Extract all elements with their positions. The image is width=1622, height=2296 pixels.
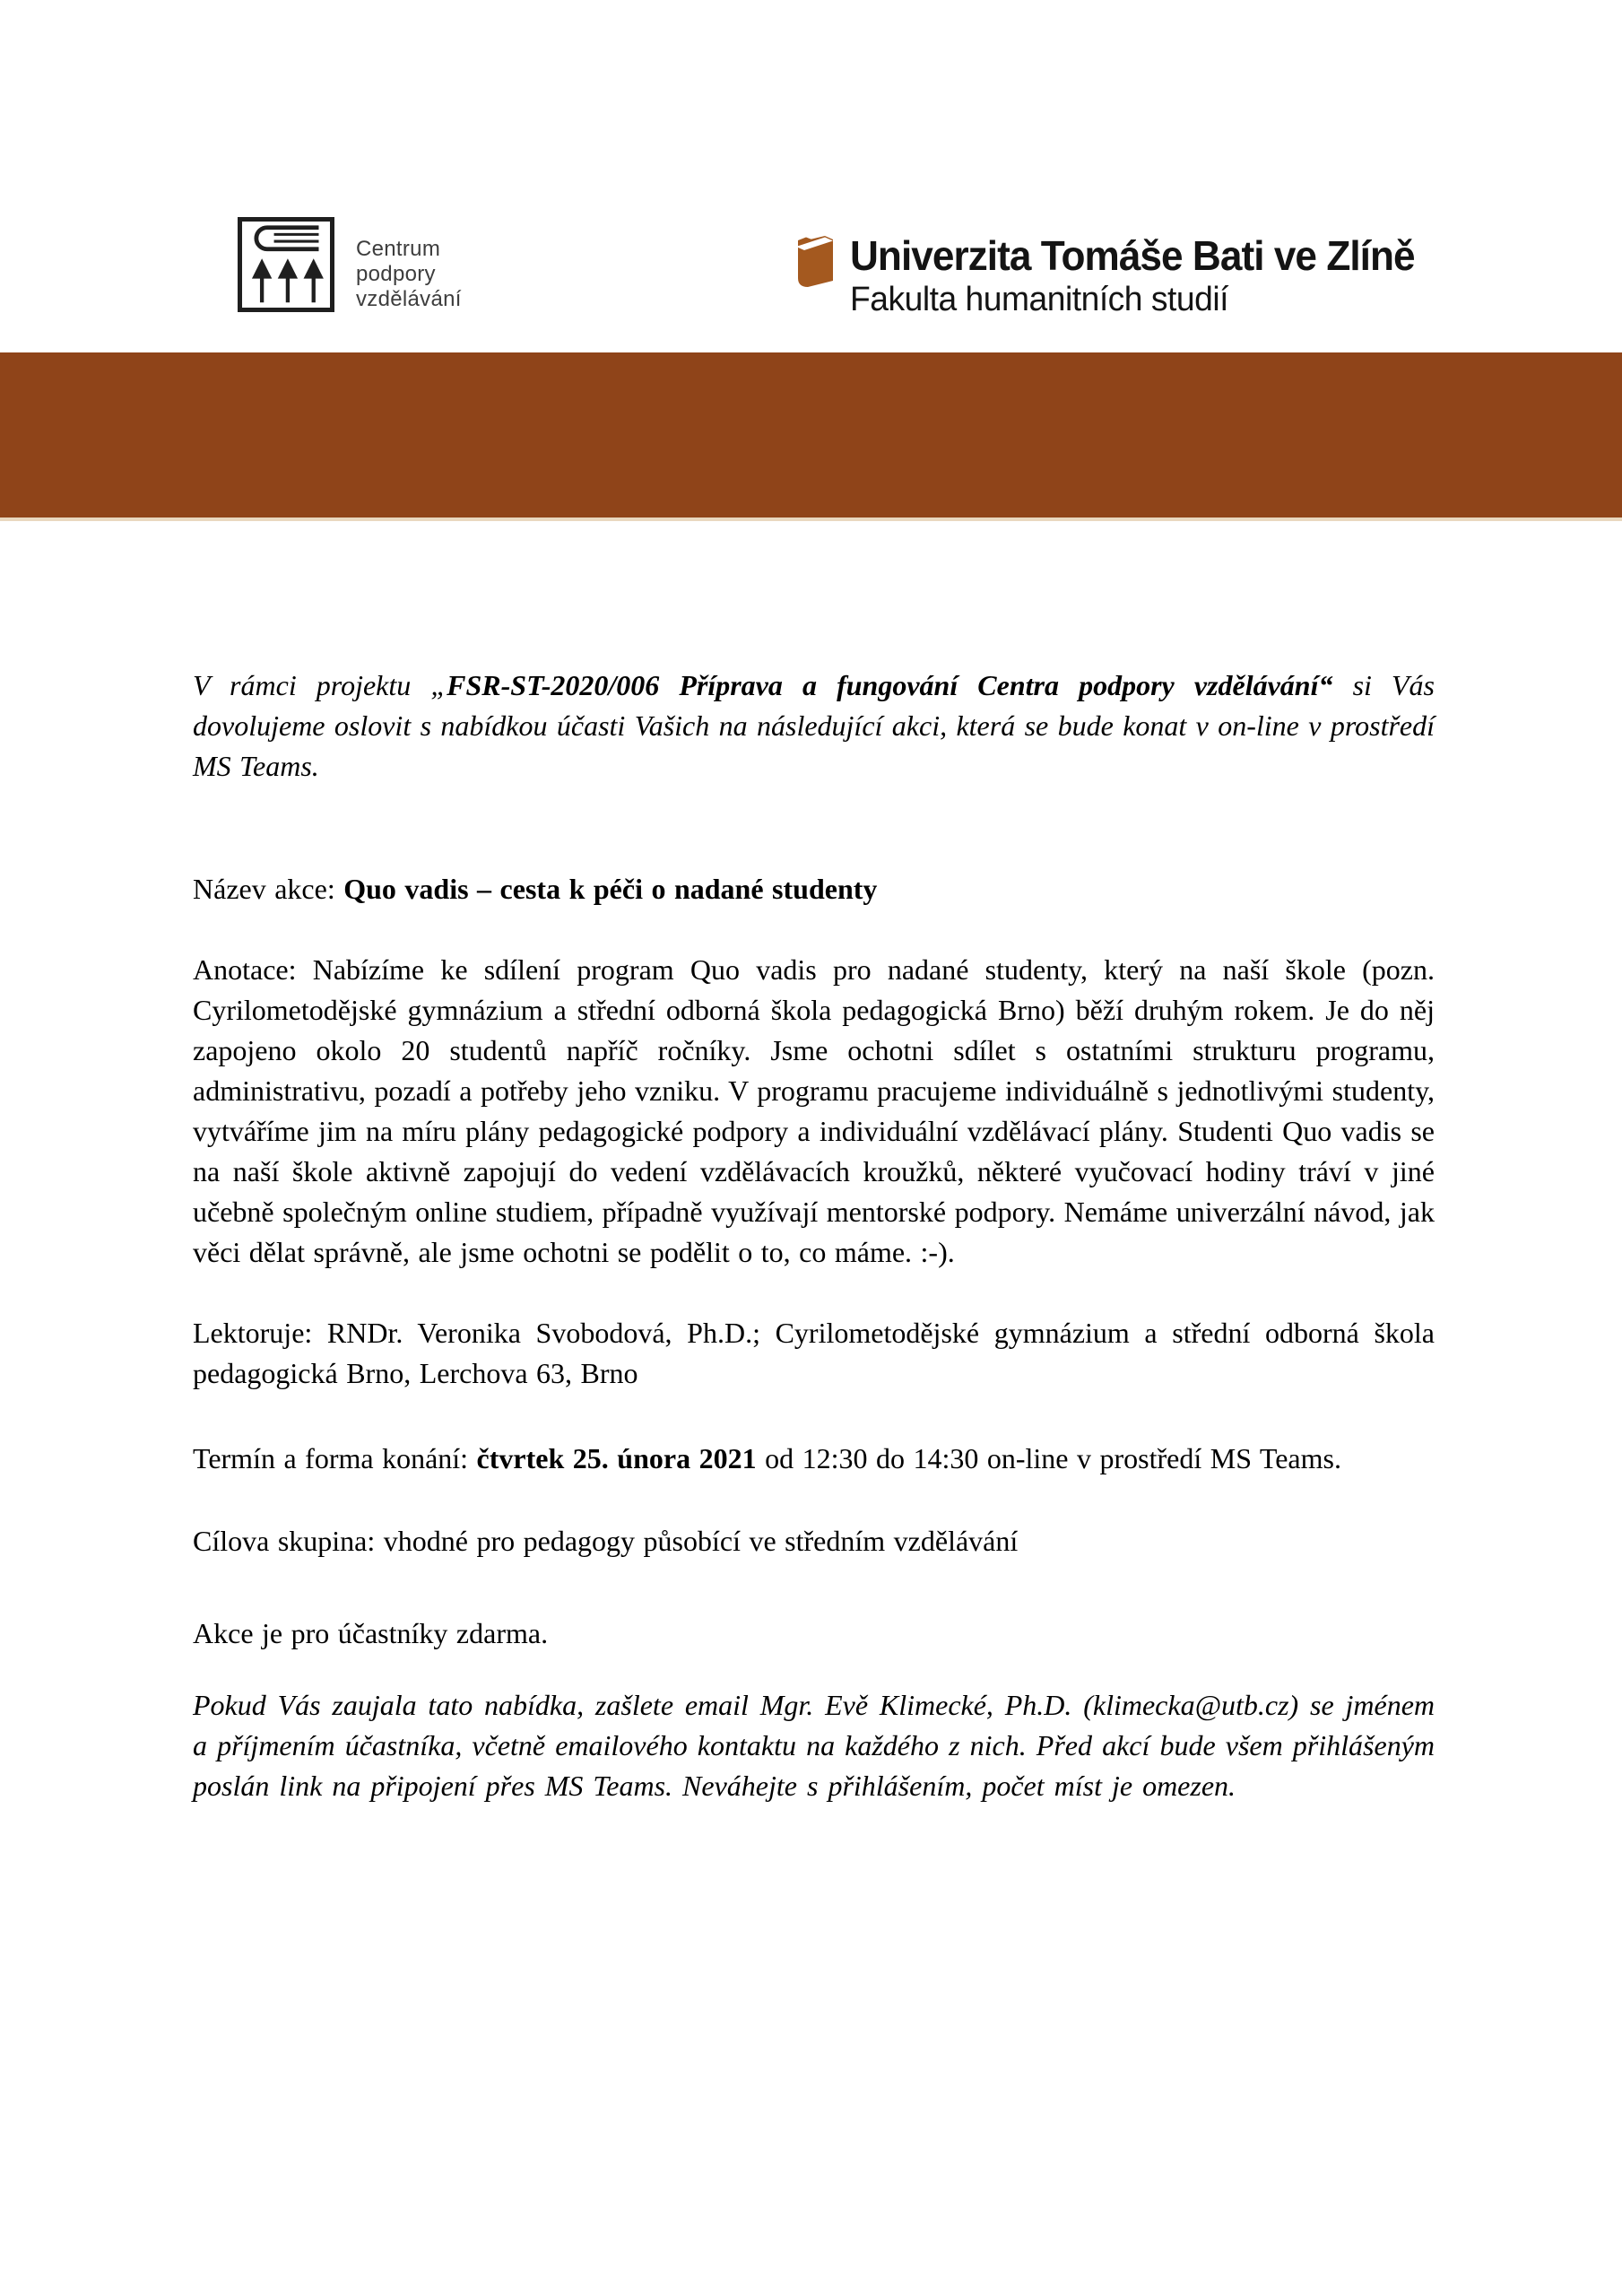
cpv-logo-text xyxy=(356,237,462,312)
cpv-logo-line: vzdělávání xyxy=(356,287,462,311)
annotation-paragraph: Anotace: Nabízíme ke sdílení program Quo vadis pro nadané studenty, který na naší škole (pozn. Cyrilometodějské gymnázium a střední odborná škola pedagogická Brno) běží druhým rokem. Je do něj zapojeno okolo 20 studentů napříč ročníky. Jsme ochotni sdílet s ostatními strukturu programu, administrativu, pozadí a potřeby jeho vzniku. V programu pracujeme individuálně s jednotlivými studenty, vytváříme jim na míru plány pedagogické podpory a individuální vzdělávací plány. Studenti Quo vadis se na naší škole aktivně zapojují do vedení vzdělávacích kroužků, některé vyučovací hodiny tráví v jiné učebně společným online studiem, případně využívají mentorské podpory. Nemáme univerzální návod, jak věci dělat správně, ale jsme ochotni se podělit o to, co máme. :-). xyxy=(193,953,1435,1268)
event-name: Quo vadis – cesta k péči o nadané studenty xyxy=(343,873,878,905)
intro-text: si Vás dovolujeme oslovit s nabídkou účasti Vašich na následující akci, která se bude konat v on-line v prostředí MS Teams. xyxy=(193,669,1436,782)
document-body xyxy=(193,665,1435,1806)
closing-paragraph: Pokud Vás zaujala tato nabídka, zašlete email Mgr. Evě Klimecké, Ph.D. (klimecka@utb.cz) se jménem a příjmením účastníka, včetně emailového kontaktu na každého z nich. Před akcí bude všem přihlášeným poslán link na připojení přes MS Teams. Neváhejte s přihlášením, počet míst je omezen. xyxy=(193,1689,1435,1802)
intro-text: V rámci projektu „ xyxy=(193,669,447,701)
event-name-label: Název akce: xyxy=(193,873,344,905)
date-paragraph xyxy=(193,1439,1435,1479)
target-group-line: Cílova skupina: vhodné pro pedagogy působící ve středním vzdělávání xyxy=(193,1525,1019,1557)
brown-book-icon xyxy=(794,236,836,288)
utb-logo-mark xyxy=(794,236,836,288)
book-with-three-up-arrows-icon xyxy=(242,222,330,308)
project-code: FSR-ST-2020/006 Příprava a fungování Centra podpory vzdělávání“ xyxy=(447,669,1333,701)
utb-logo-text xyxy=(850,231,1438,319)
date-label: Termín a forma konání: xyxy=(193,1442,477,1474)
event-date: čtvrtek 25. února 2021 xyxy=(476,1442,757,1474)
intro-paragraph xyxy=(193,665,1435,787)
free-of-charge-line: Akce je pro účastníky zdarma. xyxy=(193,1617,549,1649)
cpv-logo-line: Centrum xyxy=(356,237,441,261)
brown-banner xyxy=(0,352,1622,521)
utb-faculty-name: Fakulta humanitních studií xyxy=(850,281,1228,318)
lecturer-paragraph: Lektoruje: RNDr. Veronika Svobodová, Ph.D.; Cyrilometodějské gymnázium a střední odborná škola pedagogická Brno, Lerchova 63, Brno xyxy=(193,1317,1435,1389)
cpv-logo xyxy=(238,217,334,312)
event-name-line xyxy=(193,869,1435,909)
utb-university-name: Univerzita Tomáše Bati ve Zlíně xyxy=(850,232,1415,279)
cpv-logo-line: podpory xyxy=(356,262,436,286)
date-details: od 12:30 do 14:30 on-line v prostředí MS Teams. xyxy=(756,1442,1341,1474)
